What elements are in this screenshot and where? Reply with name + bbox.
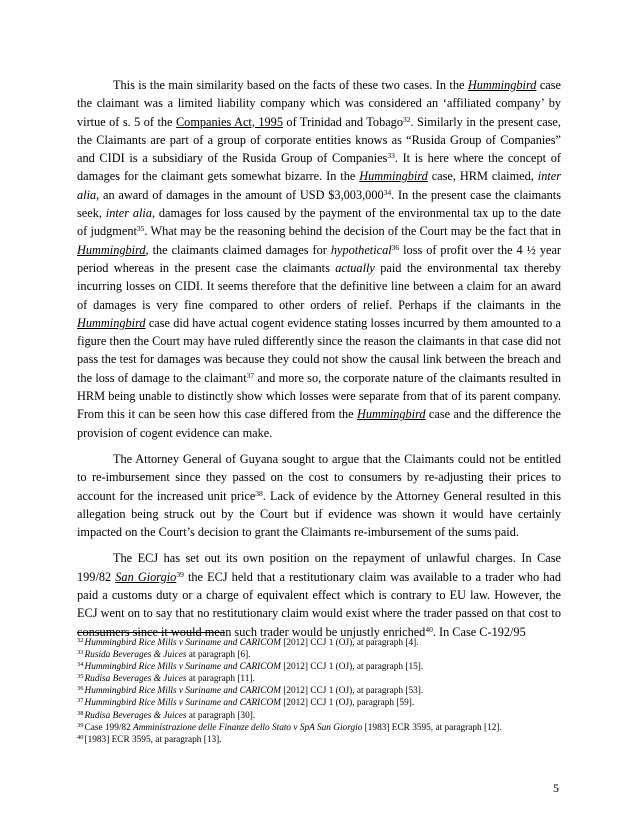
italic-text-run: actually bbox=[335, 260, 375, 275]
footnote-reference: 32 bbox=[402, 114, 411, 124]
text-run: . What may be the reasoning behind the decision of the Court may be the fact that in bbox=[144, 224, 561, 239]
footnote-reference: 38 bbox=[255, 488, 263, 498]
footnote-reference: 34 bbox=[383, 187, 392, 197]
text-run: [1983] ECR 3595, at paragraph [13]. bbox=[84, 734, 222, 745]
italic-text-run: Amministrazione delle Finanze dello Stato v SpA San Giorgio bbox=[133, 722, 363, 733]
footnote-reference: 35 bbox=[136, 224, 145, 234]
text-run: paid the environmental tax thereby incurring losses on CIDI. It seems therefore that the definitive line between a claim for an award of damages is very fine compared to other orders of relief. Perhaps if the claimants in the bbox=[77, 260, 561, 312]
paragraph bbox=[77, 450, 561, 541]
paragraph bbox=[77, 76, 561, 442]
text-run: [2012] CCJ 1 (OJ), at paragraph [15]. bbox=[280, 662, 424, 673]
text-run: of Trinidad and Tobago bbox=[282, 114, 403, 129]
footnote-number: 40 bbox=[77, 733, 84, 741]
footnote-number: 35 bbox=[77, 673, 84, 681]
text-run: at paragraph [11]. bbox=[186, 674, 255, 685]
footnote-number: 32 bbox=[77, 637, 84, 644]
text-run: at paragraph [6]. bbox=[186, 650, 251, 661]
footnote bbox=[77, 685, 567, 697]
footnote bbox=[77, 637, 567, 649]
footnote-number: 39 bbox=[77, 721, 84, 729]
text-run: . In Case C-192/95 bbox=[432, 624, 526, 639]
italic-text-run: Rusida Beverages & Juices bbox=[84, 650, 187, 661]
text-run: the ECJ held that a restitutionary claim was available to a trader who had paid a customs duty or a charge of equivalent effect which is contrary to EU law. However, the ECJ went on to say that no restitutionary claim would exist where the trader passed on that cost to consumers since it would mean such trader would be unjustly enriched bbox=[77, 569, 561, 639]
footnote-number: 34 bbox=[77, 661, 84, 669]
text-run: [1983] ECR 3595, at paragraph [12]. bbox=[362, 722, 502, 733]
text-run: . In the present case the claimants seek, bbox=[77, 187, 561, 221]
footnote-number: 37 bbox=[77, 697, 84, 705]
footnote-number: 36 bbox=[77, 685, 84, 693]
page-number: 5 bbox=[553, 781, 559, 795]
footnote-reference: 39 bbox=[176, 569, 184, 579]
text-run: , damages for loss caused by the payment of the environmental tax up to the date of judgment bbox=[77, 206, 562, 239]
italic-text-run: Hummingbird bbox=[357, 407, 426, 422]
text-run: case the claimant was a limited liability company which was considered an ‘affiliated company’ by virtue of s. 5 of the bbox=[77, 78, 562, 129]
footnote bbox=[77, 673, 567, 685]
text-run: . It is here where the concept of damages for the claimant gets somewhat bizarre. In the bbox=[77, 151, 561, 184]
paragraph bbox=[77, 549, 561, 640]
text-run: [2012] CCJ 1 (OJ), at paragraph [53]. bbox=[280, 686, 424, 697]
italic-text-run: Hummingbird Rice Mills v Suriname and CARICOM bbox=[84, 638, 281, 648]
footnote-separator bbox=[77, 632, 225, 633]
text-run: and more so, the corporate nature of the claimants resulted in HRM being unable to distinctly show which losses were separate from that of its parent company. From this it can be seen how this case differed from the bbox=[77, 370, 561, 422]
italic-text-run: Hummingbird Rice Mills v Suriname and CARICOM bbox=[84, 686, 281, 697]
text-run: The ECJ has set out its own position on the repayment of unlawful charges. In Case 199/82 bbox=[77, 551, 561, 584]
text-run: case and the difference the provision of cogent evidence can make. bbox=[77, 407, 561, 440]
text-run: . Lack of evidence by the Attorney General resulted in this allegation being struck out by the Court but if evidence was shown it would have certainly impacted on the Court’s decision to grant the Claimants re-imbursement of the sums paid. bbox=[77, 488, 561, 540]
italic-text-run: Rudisa Beverages & Juices bbox=[84, 674, 187, 685]
text-run: case did have actual cogent evidence stating losses incurred by them amounted to a figure then the Court may have ruled differently since the reason the claimants in that case did not pass the test for damages was because they could not show the causal link between the breach and the loss of damage to the claimant bbox=[77, 315, 561, 385]
footnote-reference: 36 bbox=[391, 242, 400, 252]
italic-text-run: hypothetical bbox=[330, 242, 392, 257]
body-text bbox=[77, 76, 561, 649]
italic-text-run: San Giorgio bbox=[115, 569, 177, 584]
text-run: [2012] CCJ 1 (OJ), paragraph [59]. bbox=[280, 698, 415, 709]
italic-text-run: Rudisa Beverages & Juices bbox=[84, 710, 187, 721]
text-run: [2012] CCJ 1 (OJ), at paragraph [4]. bbox=[280, 638, 419, 648]
italic-text-run: inter alia bbox=[105, 206, 152, 221]
text-run: at paragraph [30]. bbox=[186, 710, 256, 721]
text-run: Case 199/82 bbox=[84, 722, 134, 733]
italic-text-run: Hummingbird bbox=[77, 315, 146, 330]
footnotes bbox=[77, 637, 567, 746]
footnote bbox=[77, 661, 567, 673]
italic-text-run: Hummingbird bbox=[467, 78, 537, 92]
text-run: case, HRM claimed, bbox=[427, 169, 538, 184]
text-run: , an award of damages in the amount of USD $3,003,000 bbox=[96, 187, 384, 202]
footnote bbox=[77, 734, 567, 746]
text-run: loss of profit over the 4 ½ year period whereas in the present case the claimants bbox=[77, 242, 561, 275]
footnote-reference: 33 bbox=[387, 151, 395, 161]
text-run: The Attorney General of Guyana sought to argue that the Claimants could not be entitled to re-imbursement since they passed on the cost to consumers by re-adjusting their prices to account for the increased unit price bbox=[77, 451, 561, 503]
footnote bbox=[77, 722, 567, 734]
footnote bbox=[77, 649, 567, 661]
text-run: . Similarly in the present case, the Claimants are part of a group of corporate entities knows as “Rusida Group of Companies” and CIDI is a subsidiary of the Rusida Group of Companies bbox=[77, 114, 561, 166]
text-run: , the claimants claimed damages for bbox=[145, 242, 331, 257]
italic-text-run: inter alia bbox=[77, 169, 562, 202]
footnote-number: 33 bbox=[77, 649, 84, 657]
footnote-reference: 37 bbox=[246, 370, 255, 380]
italic-text-run: Hummingbird bbox=[359, 169, 428, 184]
footnote bbox=[77, 710, 567, 722]
text-run: This is the main similarity based on the facts of these two cases. In the bbox=[113, 78, 468, 92]
italic-text-run: Hummingbird Rice Mills v Suriname and CARICOM bbox=[84, 662, 281, 673]
italic-text-run: Hummingbird Rice Mills v Suriname and CARICOM bbox=[84, 698, 281, 709]
footnote-reference: 40 bbox=[425, 624, 433, 634]
footnote bbox=[77, 697, 567, 709]
italic-text-run: Hummingbird bbox=[77, 242, 146, 257]
text-run: Companies Act, 1995 bbox=[175, 114, 283, 129]
footnote-number: 38 bbox=[77, 709, 84, 717]
